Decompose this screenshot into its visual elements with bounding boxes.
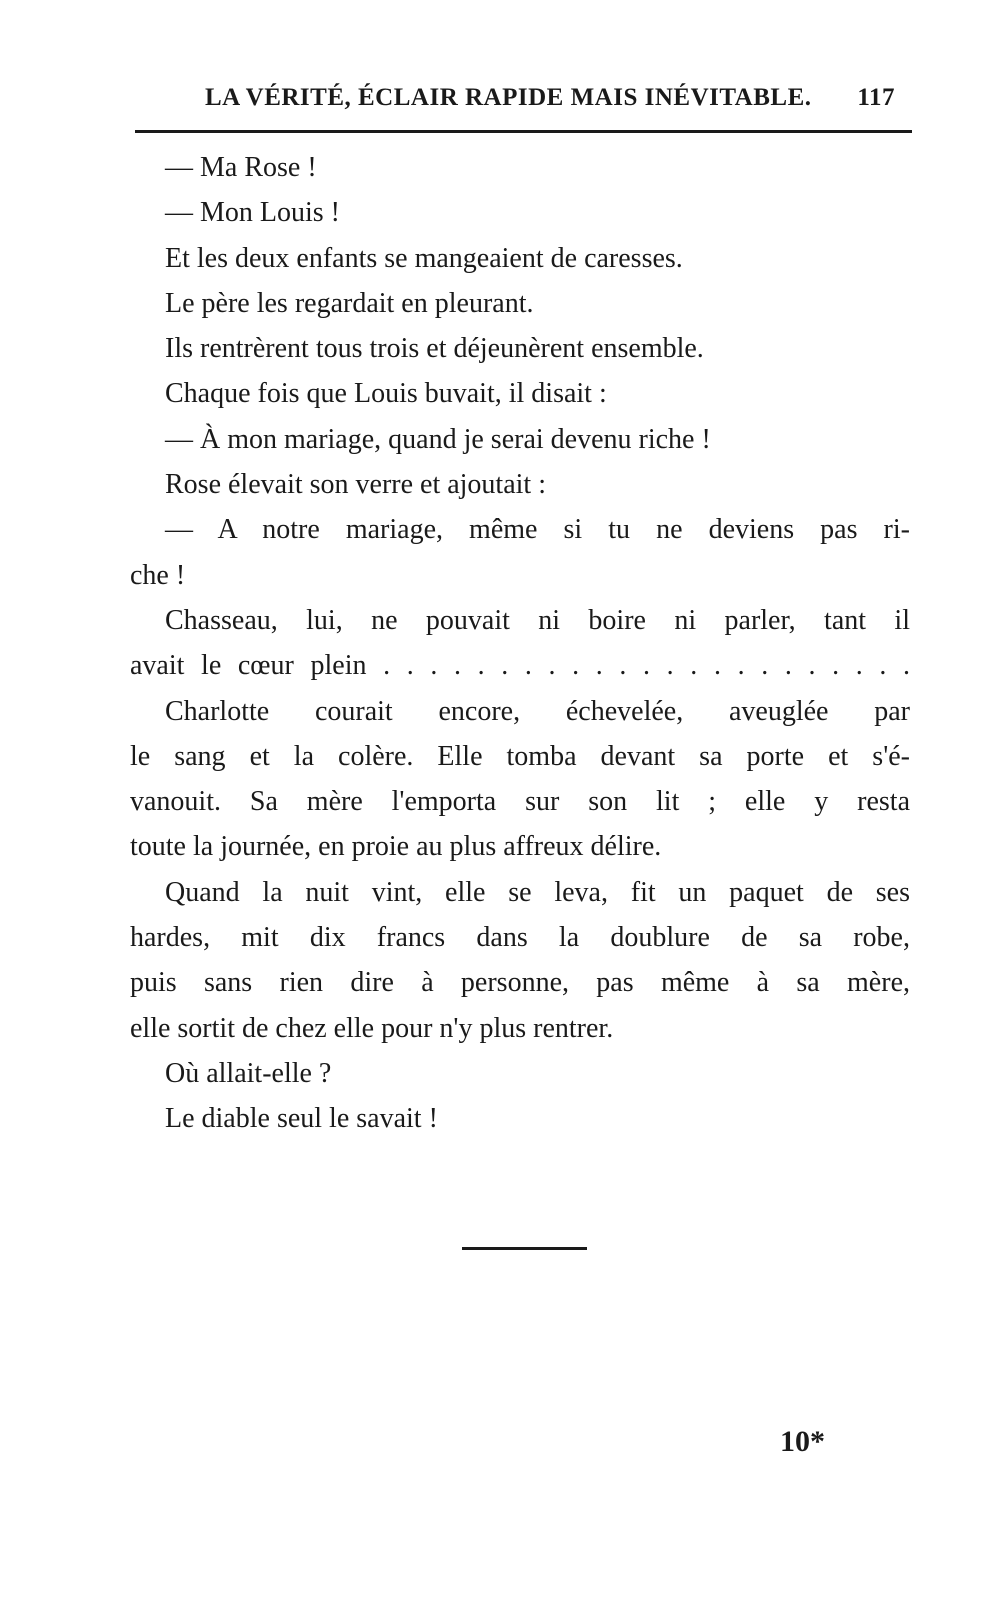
page-header [205,78,905,118]
text-line: puis sans rien dire à personne, pas même à sa mère, [130,967,910,999]
chapter-end-rule [462,1247,587,1250]
text-line: — Mon Louis ! [165,197,340,229]
page-number: 117 [857,84,895,111]
signature-mark: 10* [780,1425,825,1458]
text-line: che ! [130,559,186,591]
text-line: Chasseau, lui, ne pouvait ni boire ni parler, tant il [165,604,910,636]
body-text [130,145,910,1142]
text-line: — Ma Rose ! [165,152,317,183]
text-line: Charlotte courait encore, échevelée, aveuglée par [165,695,910,727]
text-line: Le diable seul le savait ! [165,1103,438,1135]
text-line: le sang et la colère. Elle tomba devant sa porte et s'é- [130,740,910,772]
header-rule [135,130,912,133]
text-line: — À mon mariage, quand je serai devenu riche ! [165,423,711,455]
text-line: — A notre mariage, même si tu ne deviens pas ri- [165,514,910,546]
text-line: hardes, mit dix francs dans la doublure de sa robe, [130,922,910,954]
text-line: Où allait-elle ? [165,1057,332,1089]
text-line: Chaque fois que Louis buvait, il disait : [165,378,607,410]
text-line: Le père les regardait en pleurant. [165,287,534,319]
running-title: LA VÉRITÉ, ÉCLAIR RAPIDE MAIS INÉVITABLE. [205,84,812,111]
text-line: vanouit. Sa mère l'emporta sur son lit ; elle y resta [130,786,910,818]
text-line: Ils rentrèrent tous trois et déjeunèrent ensemble. [165,333,704,365]
text-line: Rose élevait son verre et ajoutait : [165,469,546,501]
text-line: toute la journée, en proie au plus affreux délire. [130,831,662,863]
text-line: avait le cœur plein . . . . . . . . . . . . . . . . . . . . . . . [130,650,910,682]
text-line: elle sortit de chez elle pour n'y plus rentrer. [130,1012,614,1044]
text-line: Et les deux enfants se mangeaient de caresses. [165,242,683,274]
text-line: Quand la nuit vint, elle se leva, fit un paquet de ses [165,876,910,908]
